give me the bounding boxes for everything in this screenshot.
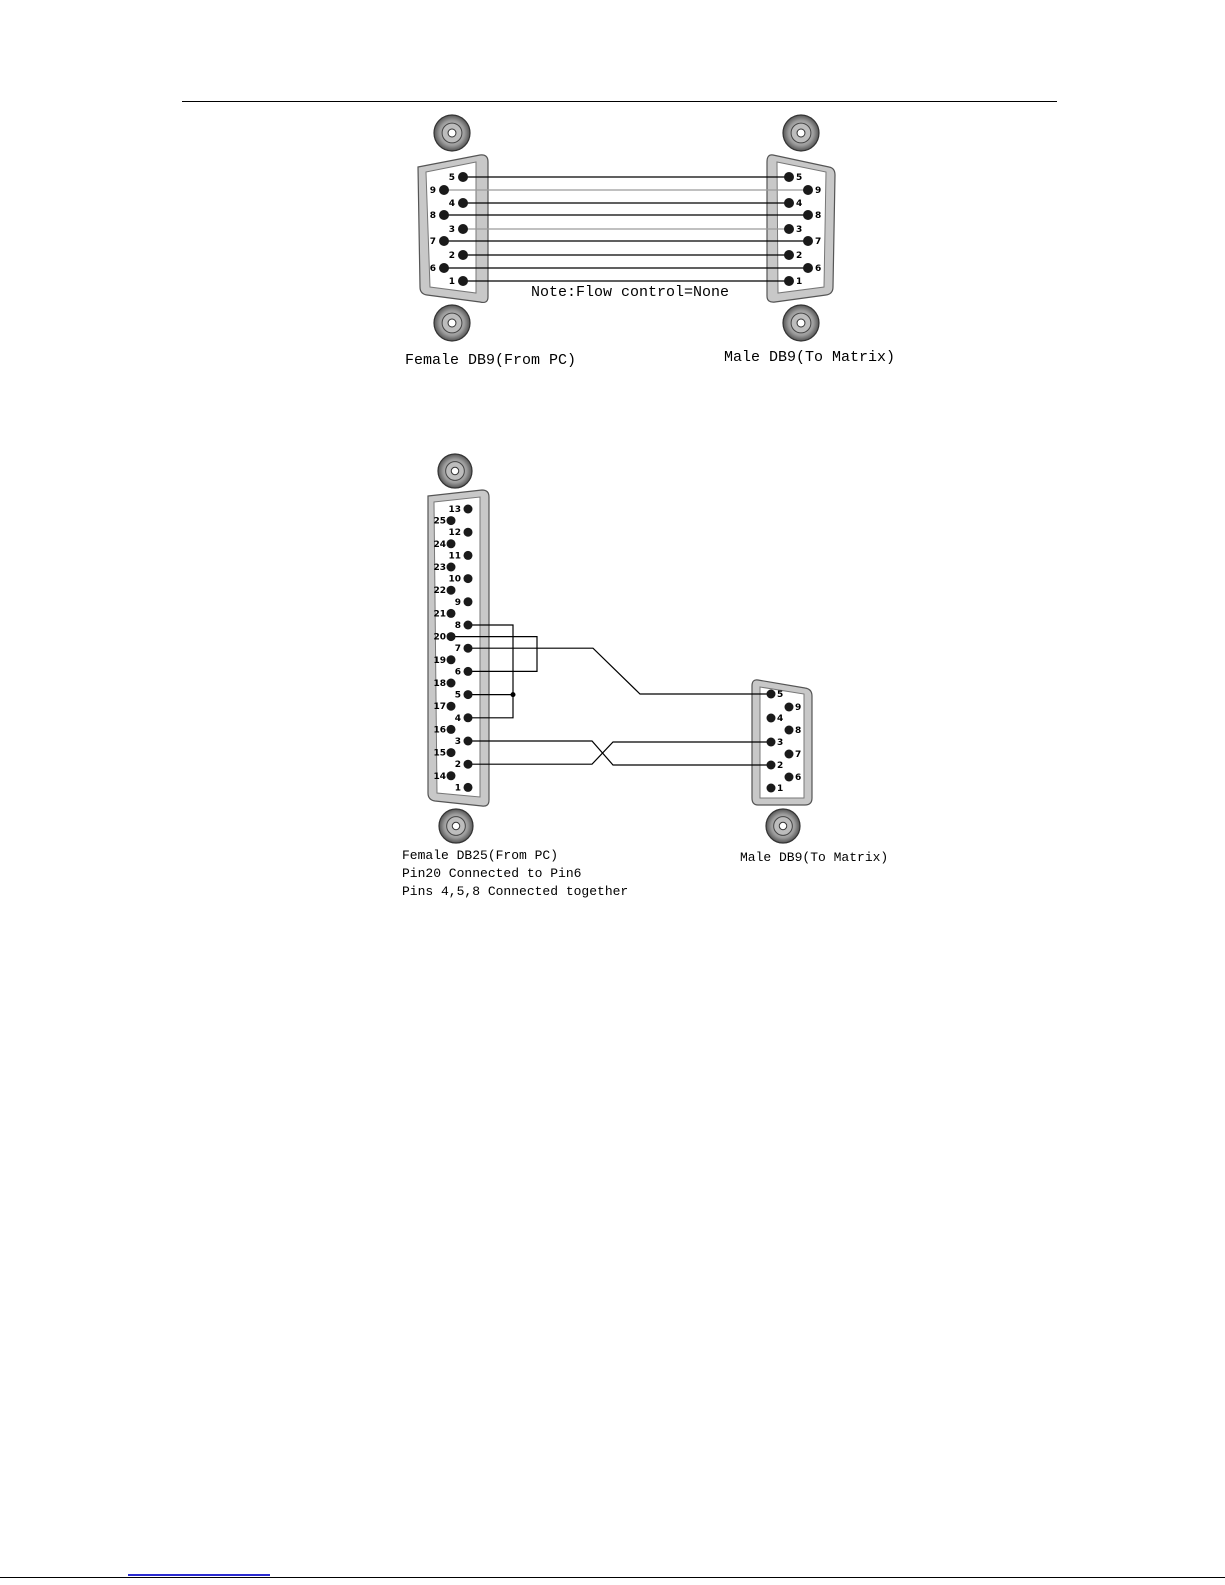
db25-pin-23 — [447, 563, 456, 572]
left-db9-pin-8 — [439, 210, 449, 220]
db25-pin-19-label: 19 — [433, 655, 446, 666]
right-db9-pin-4-label: 4 — [796, 199, 803, 209]
left-db9-pin-2 — [458, 250, 468, 260]
right-top-nut — [783, 115, 819, 151]
right-db9-pin-8-label: 8 — [815, 211, 822, 221]
left-db9-pin-4-label: 4 — [448, 199, 455, 209]
db25-pin-24-label: 24 — [433, 539, 446, 550]
db25-pin-9-label: 9 — [454, 597, 461, 608]
db9-2-pin-1-label: 1 — [777, 784, 784, 794]
right-db9-pin-6-label: 6 — [815, 264, 822, 274]
db25-pin-13 — [464, 505, 473, 514]
db25-pin-4 — [464, 713, 473, 722]
db25-pin-17 — [447, 702, 456, 711]
footer-link[interactable] — [128, 1574, 270, 1576]
male-db9-label: Male DB9(To Matrix) — [724, 349, 896, 366]
right-db9-pin-5 — [784, 172, 794, 182]
left-db9-pin-6 — [439, 263, 449, 273]
flow-control-note: Note:Flow control=None — [531, 284, 730, 301]
db9-2-pin-5-label: 5 — [777, 690, 784, 700]
junction-dot — [511, 692, 516, 697]
db25-pin-2 — [464, 760, 473, 769]
db25-to-db9-diagram — [428, 454, 812, 843]
db25-pin-1-label: 1 — [454, 783, 461, 794]
female-db25-label: Female DB25(From PC) — [402, 848, 559, 863]
db25-pin-9 — [464, 597, 473, 606]
db9-2-pin-2-label: 2 — [777, 761, 784, 771]
left-db9-pin-7-label: 7 — [429, 237, 436, 247]
db25-pin-24 — [447, 539, 456, 548]
right-db9-pin-5-label: 5 — [796, 173, 803, 183]
db25-pin-3-label: 3 — [454, 737, 461, 747]
left-db9-pin-5-label: 5 — [448, 173, 455, 183]
right-db9-pin-1-label: 1 — [796, 277, 803, 287]
footer-rule — [0, 1577, 1225, 1578]
db25-pin-14 — [447, 771, 456, 780]
right-bottom-nut — [783, 305, 819, 341]
wire-2-to-3 — [468, 742, 771, 764]
left-db9-pin-3-label: 3 — [448, 225, 455, 235]
db25-bottom-nut — [439, 809, 473, 843]
db9-2-pin-5 — [767, 690, 776, 699]
db25-pin-16 — [447, 725, 456, 734]
db9-2-pin-6 — [785, 773, 794, 782]
db25-pin-4-label: 4 — [454, 713, 461, 724]
right-db9-pin-7-label: 7 — [815, 237, 822, 247]
db9-2-pin-1 — [767, 784, 776, 793]
db9-to-db9-diagram — [418, 115, 835, 341]
db25-pin-18 — [447, 679, 456, 688]
db25-pin-11-label: 11 — [448, 551, 461, 562]
db25-pin-10 — [464, 574, 473, 583]
pin20-note: Pin20 Connected to Pin6 — [402, 866, 582, 881]
db25-pin-12-label: 12 — [448, 528, 461, 539]
db9-2-pin-2 — [767, 761, 776, 770]
left-top-nut — [434, 115, 470, 151]
pins-458-note: Pins 4,5,8 Connected together — [402, 884, 629, 899]
db25-pin-12 — [464, 528, 473, 537]
db25-pin-13-label: 13 — [448, 505, 461, 515]
db25-pin-14-label: 14 — [433, 771, 446, 782]
male-db9-label-2: Male DB9(To Matrix) — [740, 850, 889, 865]
db25-pin-20-label: 20 — [433, 632, 446, 643]
female-db9-label: Female DB9(From PC) — [405, 352, 577, 369]
db25-pin-20 — [447, 632, 456, 641]
db25-pin-15 — [447, 748, 456, 757]
db25-pin-6 — [464, 667, 473, 676]
left-db9-pin-1-label: 1 — [448, 277, 455, 287]
right-db9-pin-9-label: 9 — [815, 186, 822, 196]
db9-2-pin-9-label: 9 — [795, 703, 802, 713]
right-db9-pin-8 — [803, 210, 813, 220]
right-db9-pin-2 — [784, 250, 794, 260]
db9-2-pin-4 — [767, 714, 776, 723]
db25-pin-21 — [447, 609, 456, 618]
right-db9-pin-3 — [784, 224, 794, 234]
db9-2-pin-9 — [785, 703, 794, 712]
db9-bottom-nut — [766, 809, 800, 843]
db9-2-pin-4-label: 4 — [777, 714, 784, 724]
left-db9-pin-4 — [458, 198, 468, 208]
db25-pin-2-label: 2 — [454, 760, 461, 771]
db25-pin-3 — [464, 737, 473, 746]
db25-pin-11 — [464, 551, 473, 560]
db25-pin-15-label: 15 — [433, 748, 446, 759]
wire-3-to-2 — [468, 741, 771, 765]
db25-pin-7-label: 7 — [454, 644, 461, 655]
left-db9-pin-5 — [458, 172, 468, 182]
db25-pin-5-label: 5 — [454, 690, 461, 701]
left-db9-pin-1 — [458, 276, 468, 286]
db25-pin-8-label: 8 — [454, 621, 461, 631]
db25-pin-25 — [447, 516, 456, 525]
db9-2-pin-8 — [785, 726, 794, 735]
db25-pin-22-label: 22 — [433, 586, 446, 597]
left-bottom-nut — [434, 305, 470, 341]
db25-pin-21-label: 21 — [433, 609, 446, 620]
left-db9-pin-9 — [439, 185, 449, 195]
db9-2-pin-6-label: 6 — [795, 773, 802, 783]
left-db9-pin-3 — [458, 224, 468, 234]
right-db9-pin-1 — [784, 276, 794, 286]
db25-top-nut — [438, 454, 472, 488]
db9-2-pin-7-label: 7 — [795, 750, 802, 760]
db9-2-pin-3-label: 3 — [777, 738, 784, 748]
db9-2-pin-7 — [785, 750, 794, 759]
right-db9-pin-2-label: 2 — [796, 251, 803, 261]
right-db9-pin-6 — [803, 263, 813, 273]
left-db9-pin-7 — [439, 236, 449, 246]
db25-pin-23-label: 23 — [433, 563, 446, 573]
db25-pin-5 — [464, 690, 473, 699]
db25-pin-8 — [464, 621, 473, 630]
db25-pin-10-label: 10 — [448, 574, 461, 585]
right-db9-pin-3-label: 3 — [796, 225, 803, 235]
db9-2-pin-3 — [767, 738, 776, 747]
right-db9-pin-7 — [803, 236, 813, 246]
db25-pin-18-label: 18 — [433, 679, 446, 689]
db25-pin-7 — [464, 644, 473, 653]
db9-2-pin-8-label: 8 — [795, 726, 802, 736]
left-db9-pin-9-label: 9 — [429, 186, 436, 196]
db25-pin-22 — [447, 586, 456, 595]
left-db9-pin-8-label: 8 — [429, 211, 436, 221]
db25-pin-19 — [447, 655, 456, 664]
db25-pin-6-label: 6 — [454, 667, 461, 678]
db25-pin-1 — [464, 783, 473, 792]
right-db9-pin-9 — [803, 185, 813, 195]
db25-pin-17-label: 17 — [433, 702, 446, 713]
left-db9-pin-2-label: 2 — [448, 251, 455, 261]
left-db9-pin-6-label: 6 — [429, 264, 436, 274]
db25-pin-16-label: 16 — [433, 725, 446, 736]
db25-pin-25-label: 25 — [433, 516, 446, 527]
right-db9-pin-4 — [784, 198, 794, 208]
